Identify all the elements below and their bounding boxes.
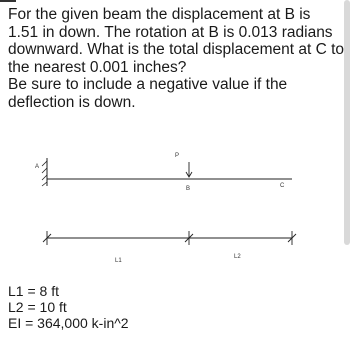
top-rule <box>0 0 16 2</box>
question-text <box>8 6 344 111</box>
beam-diagram <box>0 140 350 280</box>
label-a: A <box>35 164 40 170</box>
load-arrow-icon <box>186 162 192 177</box>
label-l2: L2 <box>234 254 241 260</box>
question-paragraph-2: Be sure to include a negative value if the deflection is down. <box>8 76 288 111</box>
beam-diagram-svg <box>0 140 350 280</box>
given-values <box>8 283 129 331</box>
dimension-line <box>43 231 296 245</box>
given-l1: L1 = 8 ft <box>8 283 59 299</box>
label-b: B <box>186 186 191 192</box>
question-paragraph-1: For the given beam the displacement at B is 1.51 in down. The rotation at B is 0.013 radians downward. What is the total displacement at C to the nearest 0.001 inches? <box>8 6 344 76</box>
label-l1: L1 <box>115 258 122 264</box>
given-ei: EI = 364,000 k-in^2 <box>8 315 129 331</box>
fixed-support <box>42 158 47 186</box>
label-p: P <box>175 153 180 159</box>
label-c: C <box>280 183 285 189</box>
given-l2: L2 = 10 ft <box>8 299 67 315</box>
